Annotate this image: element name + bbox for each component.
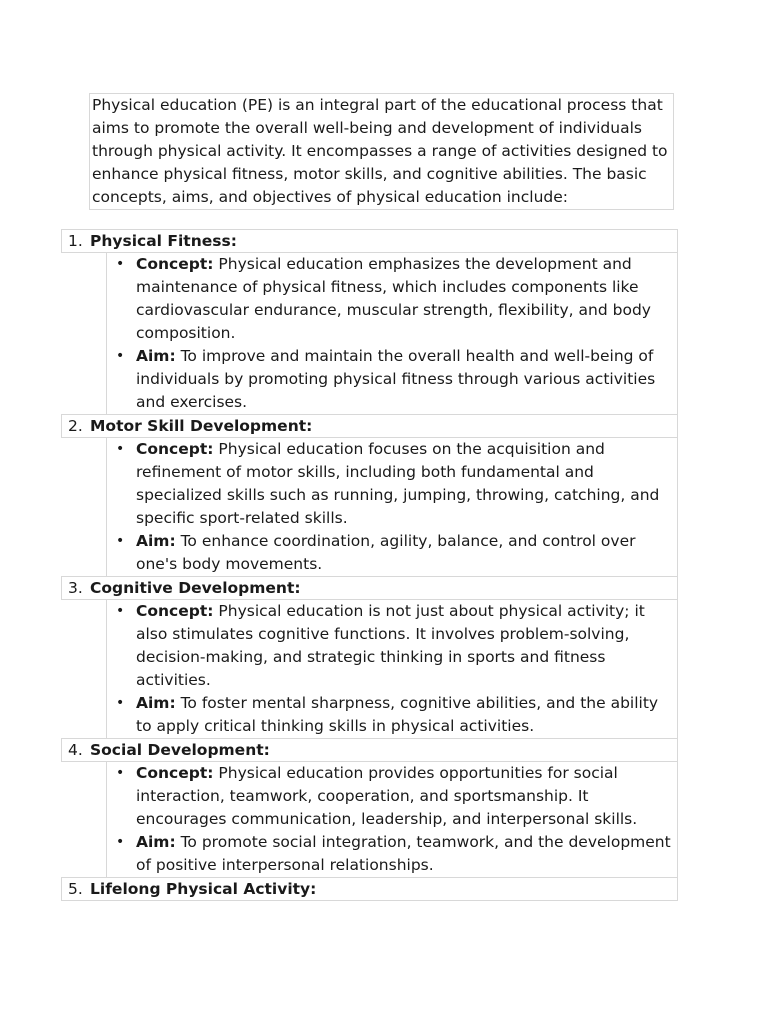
bullet-icon: • (116, 348, 125, 364)
section-title: Physical Fitness: (90, 232, 237, 250)
concept-label: Concept: (136, 602, 214, 620)
section-title: Cognitive Development: (90, 579, 301, 597)
concept-text: Physical education is not just about physical activity; it also stimulates cognitive functions. It involves problem-solving, decision-making, and strategic thinking in sports and fitness activities. (136, 602, 645, 689)
aim-label: Aim: (136, 694, 176, 712)
concept-item (107, 762, 677, 831)
aim-item (107, 692, 677, 738)
section-bullets (106, 252, 678, 415)
section-header (61, 738, 678, 762)
concept-item (107, 253, 677, 345)
section-bullets (106, 437, 678, 577)
concept-label: Concept: (136, 255, 214, 273)
aim-text: To promote social integration, teamwork, and the development of positive interpersonal relationships. (136, 833, 671, 874)
intro-paragraph: Physical education (PE) is an integral part of the educational process that aims to promote the overall well-being and development of individuals through physical activity. It encompasses a range of activities designed to enhance physical fitness, motor skills, and cognitive abilities. The basic concepts, aims, and objectives of physical education include: (89, 93, 674, 210)
section-header (61, 877, 678, 901)
section-number: 1. (68, 232, 83, 250)
section-number: 3. (68, 579, 83, 597)
section-header (61, 229, 678, 253)
aim-text: To enhance coordination, agility, balance, and control over one's body movements. (136, 532, 636, 573)
section-number: 5. (68, 880, 83, 898)
concept-text: Physical education focuses on the acquisition and refinement of motor skills, including both fundamental and specialized skills such as running, jumping, throwing, catching, and specific sport-related skills. (136, 440, 660, 527)
bullet-icon: • (116, 441, 125, 457)
bullet-icon: • (116, 834, 125, 850)
outline-list (61, 230, 678, 901)
aim-text: To foster mental sharpness, cognitive abilities, and the ability to apply critical thinking skills in physical activities. (136, 694, 659, 735)
aim-item (107, 345, 677, 414)
bullet-icon: • (116, 695, 125, 711)
section-number: 4. (68, 741, 83, 759)
bullet-icon: • (116, 256, 125, 272)
bullet-icon: • (116, 603, 125, 619)
concept-text: Physical education emphasizes the development and maintenance of physical fitness, which includes components like cardiovascular endurance, muscular strength, flexibility, and body composition. (136, 255, 651, 342)
aim-label: Aim: (136, 833, 176, 851)
aim-item (107, 530, 677, 576)
aim-label: Aim: (136, 532, 176, 550)
concept-label: Concept: (136, 764, 214, 782)
concept-item (107, 438, 677, 530)
section-bullets (106, 599, 678, 739)
aim-item (107, 831, 677, 877)
section-bullets (106, 761, 678, 878)
concept-label: Concept: (136, 440, 214, 458)
bullet-icon: • (116, 533, 125, 549)
section-header (61, 414, 678, 438)
section-title: Social Development: (90, 741, 270, 759)
aim-label: Aim: (136, 347, 176, 365)
bullet-icon: • (116, 765, 125, 781)
aim-text: To improve and maintain the overall health and well-being of individuals by promoting physical fitness through various activities and exercises. (136, 347, 656, 411)
section-header (61, 576, 678, 600)
section-number: 2. (68, 417, 83, 435)
section-title: Motor Skill Development: (90, 417, 313, 435)
concept-text: Physical education provides opportunities for social interaction, teamwork, cooperation, and sportsmanship. It encourages communication, leadership, and interpersonal skills. (136, 764, 638, 828)
section-title: Lifelong Physical Activity: (90, 880, 317, 898)
concept-item (107, 600, 677, 692)
